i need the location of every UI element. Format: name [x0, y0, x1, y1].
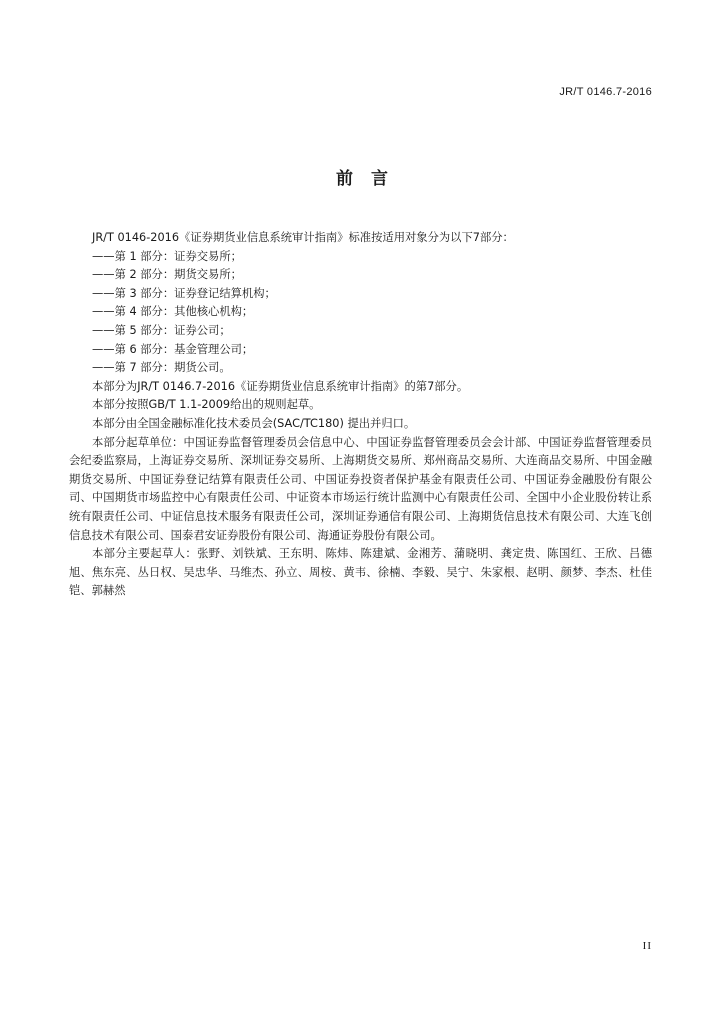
foreword-body: [69, 229, 652, 601]
document-code-header: JR/T 0146.7-2016: [559, 86, 652, 98]
part-list-item: ——第 5 部分：证券公司；: [92, 323, 231, 337]
part-list-item: ——第 4 部分：其他核心机构；: [92, 305, 254, 319]
page-title: 前言: [336, 169, 406, 189]
drafting-rules-paragraph: 本部分按照GB/T 1.1-2009给出的规则起草。: [92, 398, 321, 412]
part-list-item: ——第 2 部分：期货交易所；: [92, 268, 242, 282]
drafting-organizations-paragraph: 本部分起草单位：中国证券监督管理委员会信息中心、中国证券监督管理委员会会计部、中国证券监督管理委员会纪委监察局，上海证券交易所、深圳证券交易所、上海期货交易所、郑州商品交易所、大连商品交易所、中国金融期货交易所、中国证券登记结算有限责任公司、中国证券投资者保护基金有限责任公司、中国证券金融股份有限公司、中国期货市场监控中心有限责任公司、中证资本市场运行统计监测中心有限责任公司、全国中小企业股份转让系统有限责任公司、中证信息技术服务有限责任公司，深圳证券通信有限公司、上海期货信息技术有限公司、大连飞创信息技术有限公司、国泰君安证券股份有限公司、海通证券股份有限公司。: [69, 435, 652, 542]
drafters-paragraph: 本部分主要起草人：张野、刘铁斌、王东明、陈炜、陈建斌、金湘芳、蒲晓明、龚定贵、陈国红、王欣、吕德旭、焦东亮、丛日权、吴忠华、马维杰、孙立、周桉、黄韦、徐楠、李毅、吴宁、朱家根、赵明、颜梦、李杰、杜佳铠、郭赫然: [69, 547, 652, 598]
page-number: II: [642, 940, 652, 952]
part-statement-paragraph: 本部分为JR/T 0146.7-2016《证券期货业信息系统审计指南》的第7部分。: [92, 379, 469, 393]
part-list-item: ——第 7 部分：期货公司。: [92, 361, 231, 375]
part-list-item: ——第 6 部分：基金管理公司；: [92, 342, 254, 356]
proposer-paragraph: 本部分由全国金融标准化技术委员会(SAC/TC180) 提出并归口。: [92, 416, 416, 430]
part-list-item: ——第 1 部分：证券交易所；: [92, 249, 242, 263]
intro-paragraph: JR/T 0146-2016《证券期货业信息系统审计指南》标准按适用对象分为以下7部分：: [92, 231, 514, 244]
part-list-item: ——第 3 部分：证券登记结算机构；: [92, 286, 276, 300]
